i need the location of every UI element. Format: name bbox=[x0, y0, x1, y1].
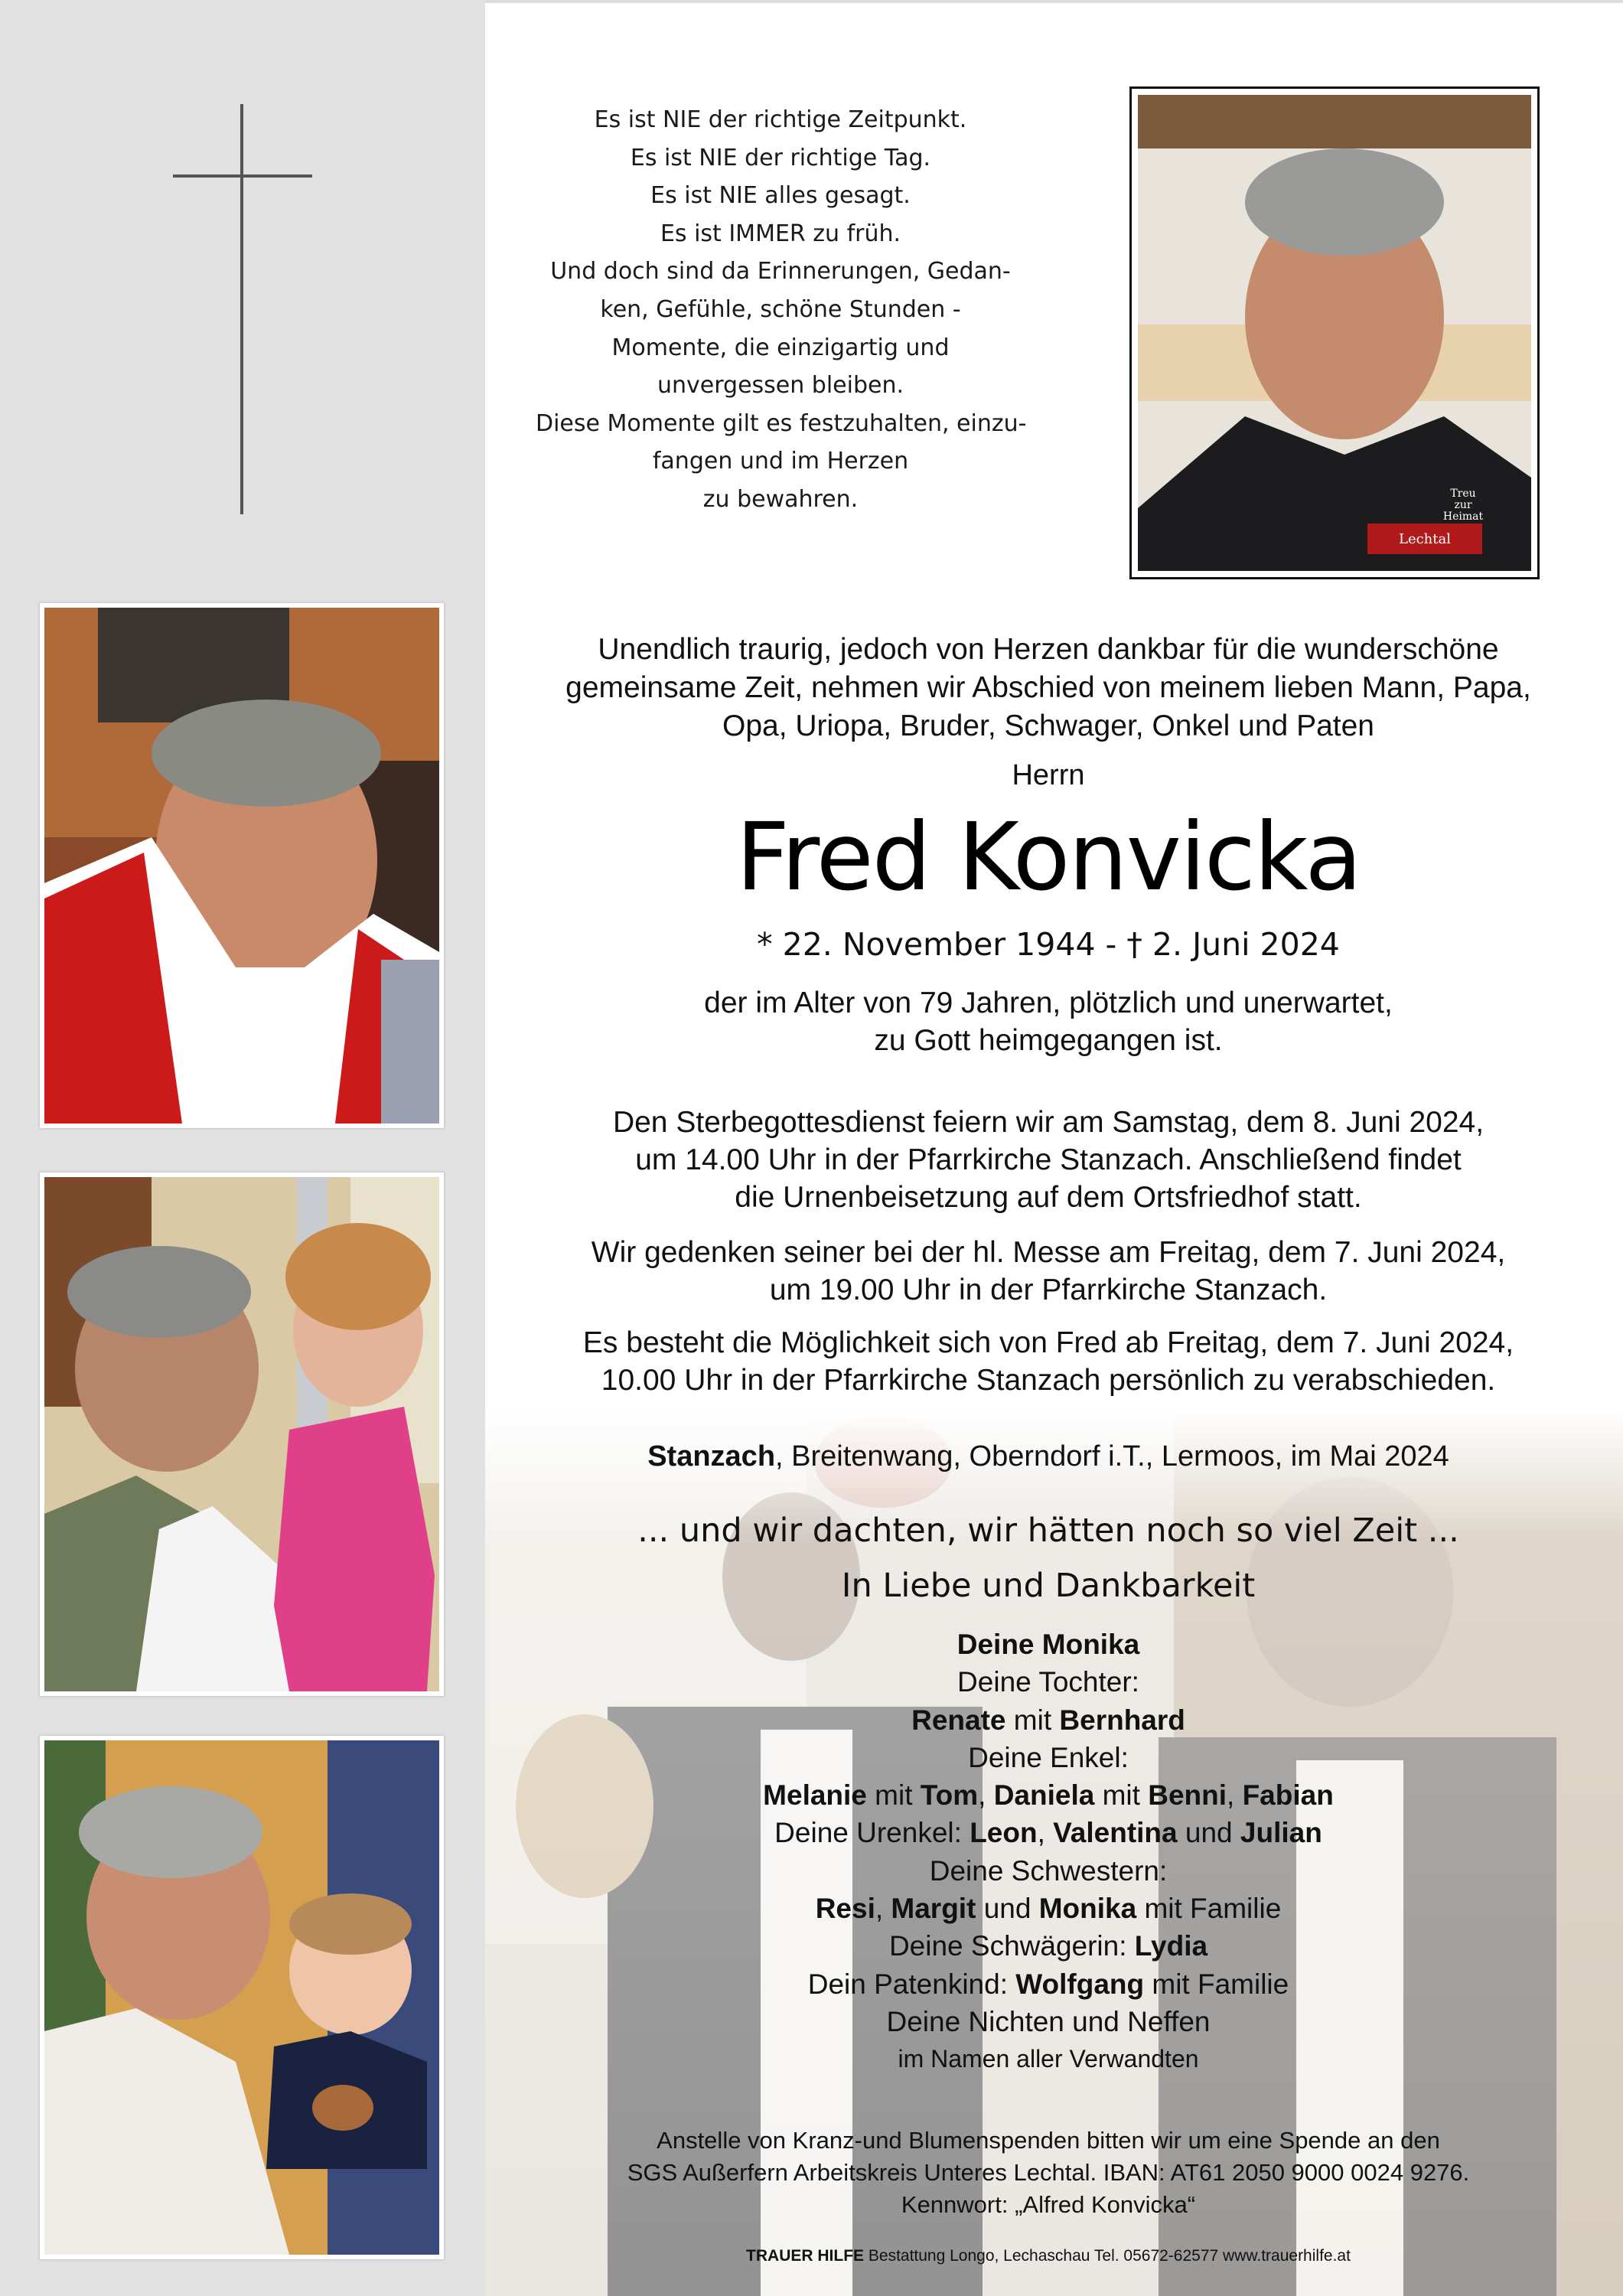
portrait-photo bbox=[1129, 86, 1540, 579]
service-info bbox=[505, 1104, 1592, 1216]
death-notice-line: der im Alter von 79 Jahren, plötzlich und unerwartet, bbox=[704, 987, 1393, 1019]
place-main: Stanzach bbox=[647, 1440, 776, 1473]
intro-line: Opa, Uriopa, Bruder, Schwager, Onkel und Paten bbox=[722, 709, 1374, 742]
family-daughter: Renate mit Bernhard bbox=[911, 1704, 1185, 1736]
mass-info bbox=[505, 1234, 1592, 1309]
family-list bbox=[505, 1626, 1592, 2079]
photo-with-toddler bbox=[40, 1172, 444, 1696]
family-grandchildren: Melanie mit Tom, Daniela mit Benni, Fabian bbox=[763, 1779, 1334, 1812]
mass-line: um 19.00 Uhr in der Pfarrkirche Stanzach. bbox=[769, 1274, 1328, 1306]
family-nieces: Deine Nichten und Neffen bbox=[886, 2005, 1211, 2037]
poem-line: fangen und im Herzen bbox=[652, 448, 909, 475]
footer-brand: TRAUER HILFE bbox=[746, 2247, 865, 2265]
family-great-grandchildren: Deine Urenkel: Leon, Valentina und Julian bbox=[774, 1817, 1322, 1849]
donation-line: Kennwort: „Alfred Konvicka“ bbox=[901, 2191, 1196, 2218]
life-dates: * 22. November 1944 - † 2. Juni 2024 bbox=[757, 926, 1340, 963]
photo-with-baby bbox=[40, 1736, 444, 2259]
poem-line: unvergessen bleiben. bbox=[657, 372, 904, 400]
family-sister-in-law: Deine Schwägerin: Lydia bbox=[888, 1930, 1208, 1962]
poem-line: Und doch sind da Erinnerungen, Gedan- bbox=[550, 258, 1011, 285]
intro-text bbox=[505, 631, 1592, 745]
poem bbox=[536, 101, 1025, 519]
badge-text: Lechtal bbox=[1398, 531, 1452, 547]
service-line: um 14.00 Uhr in der Pfarrkirche Stanzach. Anschließend findet bbox=[635, 1143, 1462, 1176]
family-wife: Deine Monika bbox=[957, 1629, 1140, 1660]
badge-text-2: zur bbox=[1454, 499, 1472, 511]
place-date bbox=[505, 1440, 1592, 1473]
farewell-info bbox=[505, 1324, 1592, 1399]
poem-line: zu bewahren. bbox=[702, 485, 859, 513]
poem-line: ken, Gefühle, schöne Stunden - bbox=[600, 295, 961, 323]
place-rest: , Breitenwang, Oberndorf i.T., Lermoos, im Mai 2024 bbox=[775, 1440, 1449, 1473]
quote: ... und wir dachten, wir hätten noch so viel Zeit ... bbox=[637, 1512, 1459, 1550]
top-border bbox=[485, 0, 1623, 3]
family-all-relatives: im Namen aller Verwandten bbox=[898, 2045, 1199, 2073]
mass-line: Wir gedenken seiner bei der hl. Messe am Freitag, dem 7. Juni 2024, bbox=[591, 1236, 1506, 1269]
badge-text-1: Treu bbox=[1450, 488, 1476, 500]
poem-line: Es ist NIE alles gesagt. bbox=[650, 182, 911, 210]
service-line: die Urnenbeisetzung auf dem Ortsfriedhof statt. bbox=[735, 1181, 1362, 1214]
donation-note bbox=[505, 2125, 1592, 2221]
farewell-line: Es besteht die Möglichkeit sich von Fred ab Freitag, dem 7. Juni 2024, bbox=[582, 1326, 1514, 1359]
poem-line: Es ist NIE der richtige Tag. bbox=[630, 144, 931, 171]
footer bbox=[505, 2247, 1592, 2265]
intro-line: Unendlich traurig, jedoch von Herzen dankbar für die wunderschöne bbox=[598, 633, 1499, 666]
donation-line: SGS Außerfern Arbeitskreis Unteres Lechtal. IBAN: AT61 2050 9000 0024 9276. bbox=[627, 2159, 1470, 2186]
service-line: Den Sterbegottesdienst feiern wir am Samstag, dem 8. Juni 2024, bbox=[612, 1106, 1484, 1139]
family-sisters-label: Deine Schwestern: bbox=[929, 1854, 1168, 1887]
farewell-line: 10.00 Uhr in der Pfarrkirche Stanzach persönlich zu verabschieden. bbox=[601, 1364, 1496, 1397]
family-daughter-label: Deine Tochter: bbox=[957, 1666, 1139, 1698]
photo-red-vest bbox=[40, 603, 444, 1128]
family-godchild: Dein Patenkind: Wolfgang mit Familie bbox=[807, 1968, 1289, 2000]
salutation: Herrn bbox=[1012, 759, 1085, 791]
family-grandchildren-label: Deine Enkel: bbox=[968, 1741, 1129, 1773]
footer-text: Bestattung Longo, Lechaschau Tel. 05672-62577 www.trauerhilfe.at bbox=[864, 2247, 1351, 2265]
death-notice bbox=[505, 984, 1592, 1059]
poem-line: Es ist IMMER zu früh. bbox=[660, 220, 901, 247]
intro-line: gemeinsame Zeit, nehmen wir Abschied von meinem lieben Mann, Papa, bbox=[565, 671, 1531, 704]
donation-line: Anstelle von Kranz-und Blumenspenden bitten wir um eine Spende an den bbox=[657, 2127, 1440, 2154]
poem-line: Diese Momente gilt es festzuhalten, einzu- bbox=[536, 409, 1027, 437]
death-notice-line: zu Gott heimgegangen ist. bbox=[874, 1024, 1223, 1057]
poem-line: Momente, die einzigartig und bbox=[611, 334, 950, 361]
in-love-heading: In Liebe und Dankbarkeit bbox=[841, 1567, 1256, 1605]
family-sisters: Resi, Margit und Monika mit Familie bbox=[815, 1893, 1282, 1925]
poem-line: Es ist NIE der richtige Zeitpunkt. bbox=[594, 106, 967, 133]
badge-text-3: Heimat bbox=[1442, 510, 1484, 523]
deceased-name: Fred Konvicka bbox=[735, 803, 1361, 912]
